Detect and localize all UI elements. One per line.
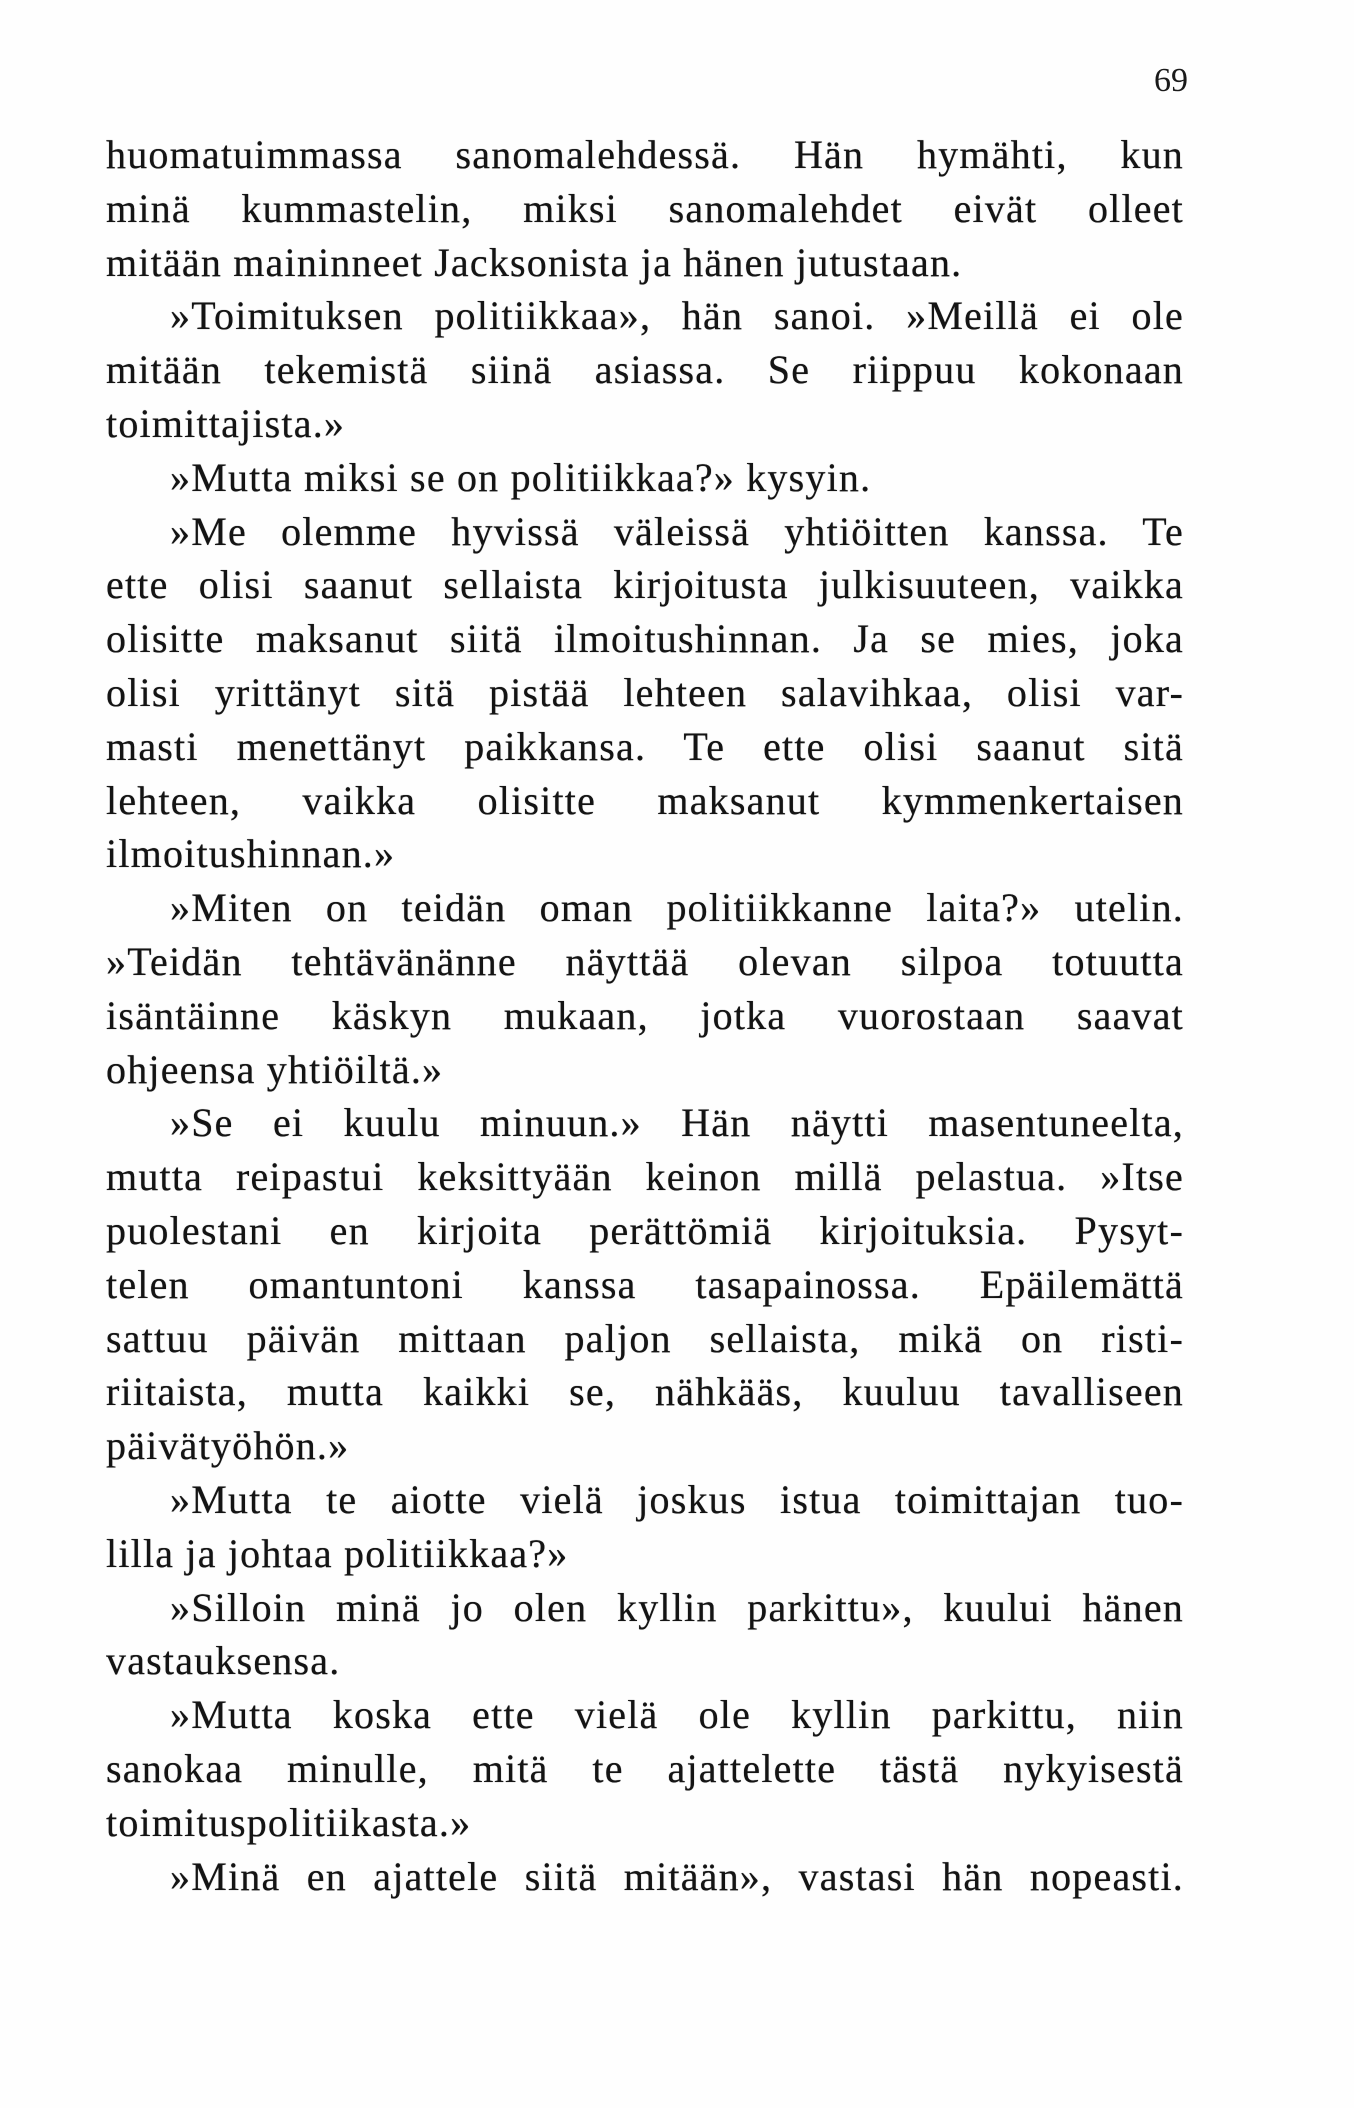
text-line: olisi yrittänyt sitä pistää lehteen salavihkaa, olisi var- [106,669,1184,715]
text-line: »Miten on teidän oman politiikkanne laita?» utelin. [170,885,1184,931]
text-line: sanokaa minulle, mitä te ajattelette tästä nykyisestä [106,1745,1184,1791]
text-line: »Mutta te aiotte vielä joskus istua toimittajan tuo- [170,1476,1184,1522]
text-line: lilla ja johtaa politiikkaa?» [106,1530,569,1576]
text-line: »Teidän tehtävänänne näyttää olevan silpoa totuutta [106,938,1184,984]
text-line: masti menettänyt paikkansa. Te ette olisi saanut sitä [106,723,1184,769]
page-number: 69 [1154,62,1188,99]
text-line: »Minä en ajattele siitä mitään», vastasi hän nopeasti. [170,1853,1184,1899]
text-line: sattuu päivän mittaan paljon sellaista, mikä on risti- [106,1315,1184,1361]
text-line: »Toimituksen politiikkaa», hän sanoi. »Meillä ei ole [170,293,1184,339]
text-line: minä kummastelin, miksi sanomalehdet eivät olleet [106,185,1184,231]
text-line: toimituspolitiikasta.» [106,1799,472,1845]
text-line: puolestani en kirjoita perättömiä kirjoituksia. Pysyt- [106,1207,1184,1253]
text-line: »Mutta miksi se on politiikkaa?» kysyin. [170,454,872,500]
text-line: päivätyöhön.» [106,1423,350,1469]
text-line: olisitte maksanut siitä ilmoitushinnan. Ja se mies, joka [106,616,1184,662]
text-line: isäntäinne käskyn mukaan, jotka vuorostaan saavat [106,992,1184,1038]
text-line: mitään tekemistä siinä asiassa. Se riippuu kokonaan [106,347,1184,393]
text-line: telen omantuntoni kanssa tasapainossa. Epäilemättä [106,1261,1184,1307]
text-line: toimittajista.» [106,400,346,446]
body-text [106,128,1184,1903]
text-line: »Me olemme hyvissä väleissä yhtiöitten kanssa. Te [170,508,1184,554]
text-line: huomatuimmassa sanomalehdessä. Hän hymähti, kun [106,132,1184,177]
text-line: ette olisi saanut sellaista kirjoitusta julkisuuteen, vaikka [106,562,1184,608]
text-line: ohjeensa yhtiöiltä.» [106,1046,444,1092]
text-line: »Silloin minä jo olen kyllin parkittu», kuului hänen [170,1584,1184,1630]
text-line: lehteen, vaikka olisitte maksanut kymmenkertaisen [106,777,1184,823]
text-line: ilmoitushinnan.» [106,831,396,877]
text-line: riitaista, mutta kaikki se, nähkääs, kuuluu tavalliseen [106,1369,1184,1415]
text-line: »Mutta koska ette vielä ole kyllin parkittu, niin [170,1692,1184,1738]
text-line: »Se ei kuulu minuun.» Hän näytti masentuneelta, [170,1100,1184,1146]
text-line: vastauksensa. [106,1638,341,1684]
text-line: mutta reipastui keksittyään keinon millä pelastua. »Itse [106,1154,1184,1200]
text-line: mitään maininneet Jacksonista ja hänen jutustaan. [106,239,963,285]
